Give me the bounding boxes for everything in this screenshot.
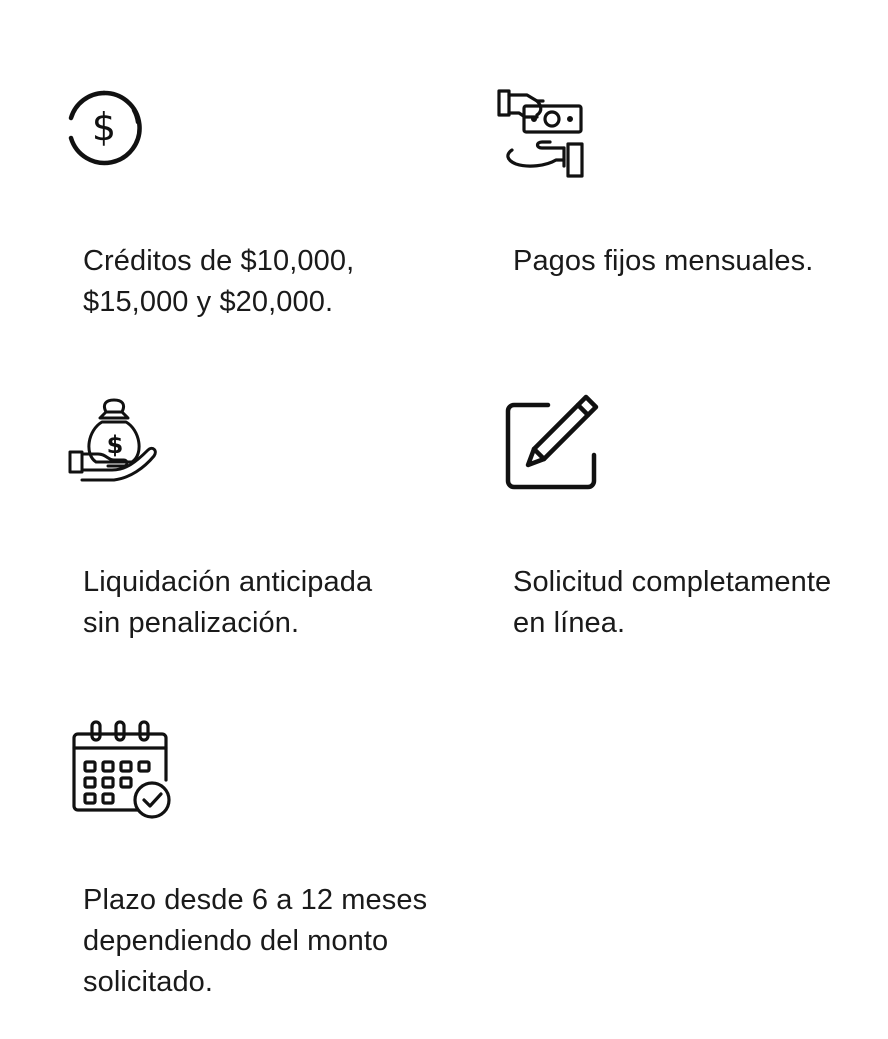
feature-line: solicitado. — [83, 966, 214, 998]
feature-line: Créditos de $10,000, — [83, 245, 355, 277]
edit-pencil-icon — [502, 393, 602, 491]
feature-line: sin penalización. — [83, 607, 300, 639]
feature-line: en línea. — [513, 607, 626, 639]
feature-line: Liquidación anticipada — [83, 566, 373, 598]
svg-text:$: $ — [106, 431, 124, 459]
feature-line: dependiendo del monto — [83, 925, 389, 957]
feature-line: $15,000 y $20,000. — [83, 286, 334, 318]
dollar-coin-icon — [64, 88, 144, 168]
feature-text-term-length — [83, 880, 427, 1003]
feature-line: Plazo desde 6 a 12 meses — [83, 884, 428, 916]
svg-text:$: $ — [91, 105, 117, 149]
feature-line: Pagos fijos mensuales. — [513, 245, 814, 277]
feature-line: Solicitud completamente — [513, 566, 832, 598]
feature-text-fixed-payments — [513, 241, 813, 282]
feature-text-online-application — [513, 562, 831, 644]
feature-text-early-payoff — [83, 562, 372, 644]
calendar-check-icon — [70, 716, 174, 820]
feature-text-credit-amounts — [83, 241, 354, 323]
money-bag-hand-icon — [68, 396, 160, 484]
hands-money-icon — [494, 88, 588, 180]
